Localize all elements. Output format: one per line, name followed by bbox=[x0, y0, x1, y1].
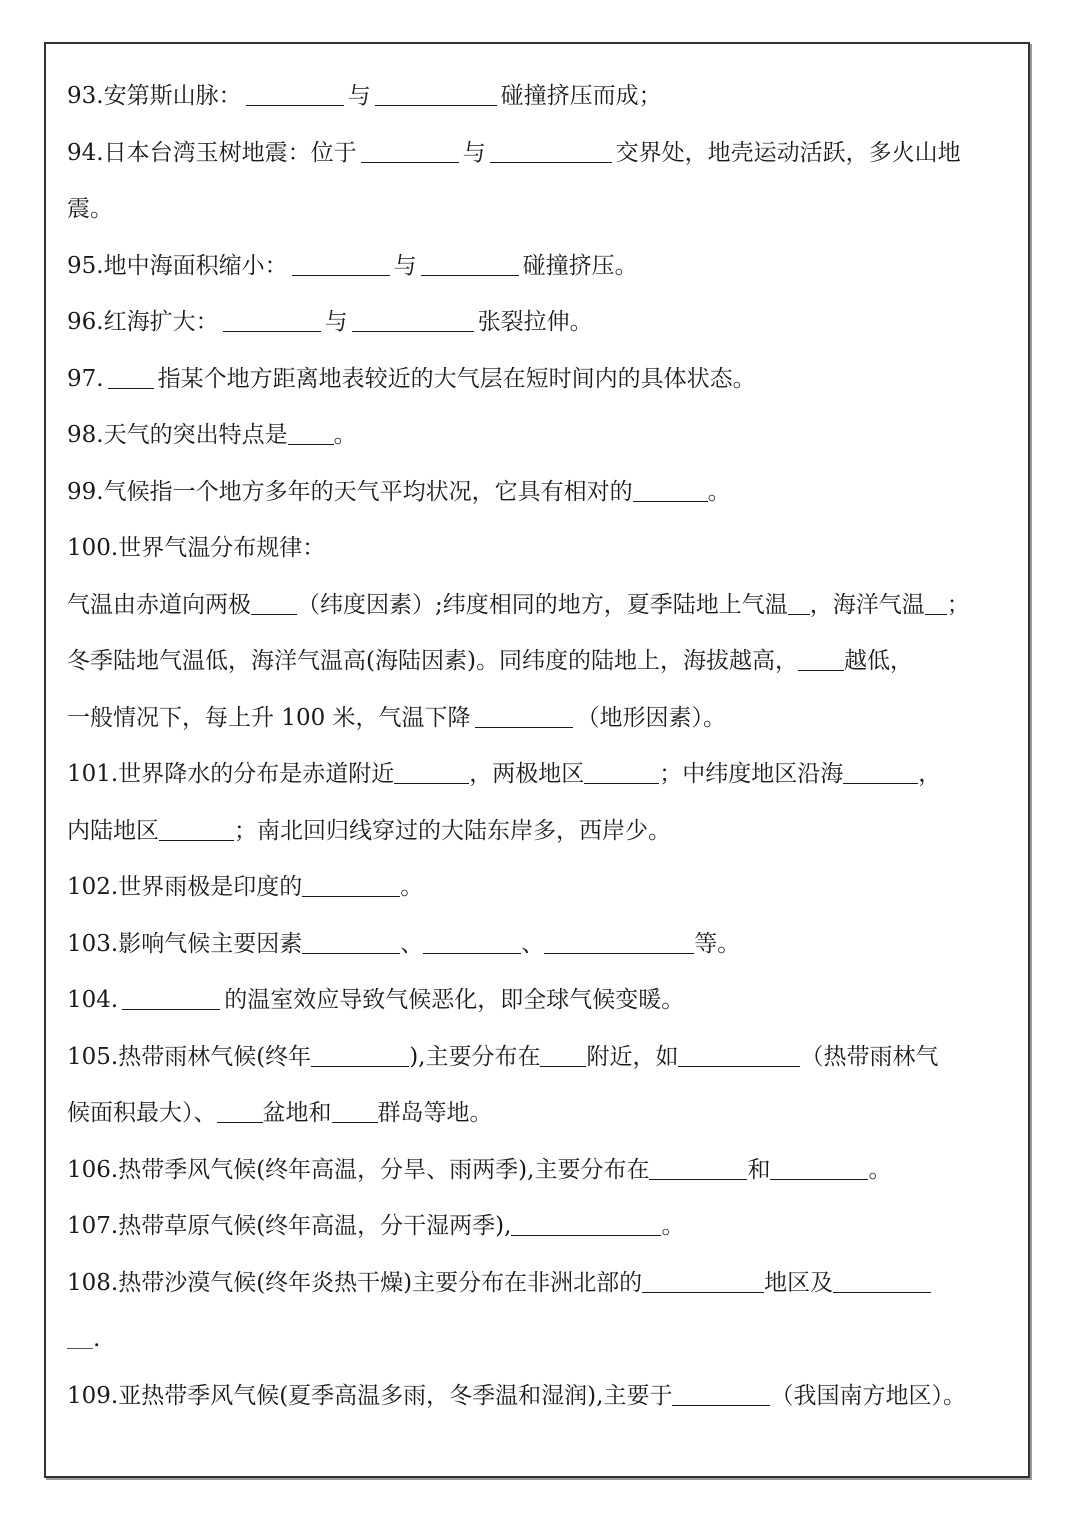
question-text: 。 bbox=[868, 1156, 892, 1183]
question-text: 群岛等地。 bbox=[377, 1100, 493, 1126]
question-text: 气温由赤道向两极 bbox=[67, 591, 251, 618]
answer-blank[interactable] bbox=[833, 1268, 931, 1293]
question-105-continuation bbox=[67, 1085, 1027, 1142]
answer-blank[interactable] bbox=[375, 81, 497, 106]
answer-blank[interactable] bbox=[246, 81, 344, 106]
question-100-line-3 bbox=[67, 690, 1027, 747]
question-text: 。 bbox=[661, 1213, 685, 1239]
question-101-continuation bbox=[67, 803, 1027, 860]
question-text: 附近，如 bbox=[586, 1043, 679, 1070]
question-text: 。 bbox=[400, 874, 424, 900]
question-text: 102.世界雨极是印度的 bbox=[67, 874, 303, 900]
answer-blank[interactable] bbox=[642, 1268, 764, 1293]
question-text: 93.安第斯山脉： bbox=[67, 83, 242, 109]
question-text: （纬度因素）;纬度相同的地方，夏季陆地上气温 bbox=[297, 591, 788, 618]
question-text: 震。 bbox=[67, 196, 113, 222]
question-text: ， bbox=[918, 761, 942, 787]
question-text: ；南北回归线穿过的大陆东岸多，西岸少。 bbox=[234, 817, 671, 844]
answer-blank[interactable] bbox=[633, 477, 708, 502]
question-106 bbox=[67, 1142, 1027, 1199]
answer-blank[interactable] bbox=[122, 985, 220, 1010]
question-93 bbox=[67, 68, 1027, 125]
answer-blank[interactable] bbox=[421, 251, 519, 276]
answer-blank[interactable] bbox=[649, 1155, 747, 1180]
question-text: . bbox=[93, 1326, 101, 1352]
answer-blank[interactable] bbox=[217, 1098, 263, 1123]
question-100-line-1 bbox=[67, 577, 1027, 634]
question-text: 105.热带雨林气候(终年 bbox=[67, 1043, 312, 1070]
question-text: 、 bbox=[521, 930, 545, 957]
question-100-line-2 bbox=[67, 633, 1027, 690]
answer-blank[interactable] bbox=[672, 1381, 770, 1406]
question-text: 与 bbox=[347, 83, 371, 109]
question-104 bbox=[67, 972, 1027, 1029]
question-text: 一般情况下，每上升 100 米，气温下降 bbox=[67, 704, 471, 731]
answer-blank[interactable] bbox=[251, 590, 297, 615]
answer-blank[interactable] bbox=[678, 1042, 800, 1067]
question-text: 与 bbox=[462, 139, 486, 166]
answer-blank[interactable] bbox=[490, 138, 612, 163]
question-text: 。 bbox=[333, 422, 357, 448]
question-text: ； bbox=[946, 591, 970, 618]
question-97 bbox=[67, 351, 1027, 408]
question-text: 96.红海扩大： bbox=[67, 309, 219, 335]
answer-blank[interactable] bbox=[288, 420, 334, 445]
question-text: 94.日本台湾玉树地震：位于 bbox=[67, 139, 357, 166]
answer-blank[interactable] bbox=[540, 1042, 586, 1067]
question-text: 碰撞挤压而成； bbox=[500, 83, 662, 109]
question-text: 盆地和 bbox=[262, 1100, 332, 1126]
question-text: 。 bbox=[707, 478, 731, 505]
answer-blank[interactable] bbox=[159, 816, 234, 841]
question-101 bbox=[67, 746, 1027, 803]
question-text: 100.世界气温分布规律： bbox=[67, 535, 326, 561]
question-text: 越低， bbox=[843, 648, 913, 674]
answer-blank[interactable] bbox=[311, 1042, 409, 1067]
question-text: 的温室效应导致气候恶化，即全球气候变暖。 bbox=[224, 987, 685, 1013]
question-text: 冬季陆地气温低，海洋气温高(海陆因素)。同纬度的陆地上，海拔越高， bbox=[67, 648, 798, 674]
question-text: 108.热带沙漠气候(终年炎热干燥)主要分布在非洲北部的 bbox=[67, 1269, 643, 1296]
question-text: 104. bbox=[67, 987, 119, 1013]
answer-blank[interactable] bbox=[332, 1098, 378, 1123]
question-text: 99.气候指一个地方多年的天气平均状况，它具有相对的 bbox=[67, 478, 633, 505]
answer-blank[interactable] bbox=[302, 872, 400, 897]
answer-blank[interactable] bbox=[352, 307, 474, 332]
question-text: ，两极地区 bbox=[469, 761, 585, 787]
question-94-continuation bbox=[67, 181, 1027, 238]
answer-blank[interactable] bbox=[302, 929, 400, 954]
question-100 bbox=[67, 520, 1027, 577]
answer-blank[interactable] bbox=[108, 364, 154, 389]
question-text: 107.热带草原气候(终年高温，分干湿两季), bbox=[67, 1213, 512, 1239]
question-99 bbox=[67, 464, 1027, 521]
question-text: 109.亚热带季风气候(夏季高温多雨，冬季温和湿润),主要于 bbox=[67, 1382, 673, 1409]
question-text: 指某个地方距离地表较近的大气层在短时间内的具体状态。 bbox=[157, 365, 756, 392]
question-text: 101.世界降水的分布是赤道附近 bbox=[67, 761, 395, 787]
answer-blank[interactable] bbox=[67, 1324, 93, 1349]
question-list bbox=[67, 68, 1027, 1424]
answer-blank[interactable] bbox=[770, 1155, 868, 1180]
question-text: 106.热带季风气候(终年高温，分旱、雨两季),主要分布在 bbox=[67, 1156, 650, 1183]
question-text: 碰撞挤压。 bbox=[522, 252, 638, 279]
question-text: ；中纬度地区沿海 bbox=[659, 761, 844, 787]
answer-blank[interactable] bbox=[361, 138, 459, 163]
question-text: 98.天气的突出特点是 bbox=[67, 422, 288, 448]
question-94 bbox=[67, 125, 1027, 182]
answer-blank[interactable] bbox=[788, 590, 810, 615]
question-108 bbox=[67, 1255, 1027, 1312]
question-text: 与 bbox=[393, 252, 417, 279]
answer-blank[interactable] bbox=[544, 929, 694, 954]
answer-blank[interactable] bbox=[394, 759, 469, 784]
answer-blank[interactable] bbox=[423, 929, 521, 954]
question-98 bbox=[67, 407, 1027, 464]
answer-blank[interactable] bbox=[584, 759, 659, 784]
question-text: ),主要分布在 bbox=[409, 1043, 541, 1070]
question-96 bbox=[67, 294, 1027, 351]
answer-blank[interactable] bbox=[475, 703, 573, 728]
question-109 bbox=[67, 1368, 1027, 1425]
question-text: 103.影响气候主要因素 bbox=[67, 930, 303, 957]
question-text: 地区及 bbox=[764, 1269, 834, 1296]
answer-blank[interactable] bbox=[843, 759, 918, 784]
question-text: （地形因素）。 bbox=[576, 704, 727, 731]
question-105 bbox=[67, 1029, 1027, 1086]
answer-blank[interactable] bbox=[925, 590, 947, 615]
question-text: ，海洋气温 bbox=[809, 591, 925, 618]
question-103 bbox=[67, 916, 1027, 973]
question-text: 、 bbox=[400, 930, 424, 957]
question-text: （我国南方地区）。 bbox=[770, 1382, 966, 1409]
answer-blank[interactable] bbox=[511, 1211, 661, 1236]
question-text: 交界处，地壳运动活跃，多火山地 bbox=[615, 139, 961, 166]
question-text: 候面积最大）、 bbox=[67, 1100, 217, 1126]
question-text: （热带雨林气 bbox=[800, 1043, 939, 1070]
question-108-continuation bbox=[67, 1311, 1027, 1368]
question-text: 与 bbox=[324, 309, 348, 335]
question-text: 95.地中海面积缩小： bbox=[67, 252, 288, 279]
question-text: 和 bbox=[747, 1156, 771, 1183]
answer-blank[interactable] bbox=[798, 646, 844, 671]
question-107 bbox=[67, 1198, 1027, 1255]
answer-blank[interactable] bbox=[223, 307, 321, 332]
question-text: 张裂拉伸。 bbox=[477, 309, 593, 335]
question-102 bbox=[67, 859, 1027, 916]
question-text: 内陆地区 bbox=[67, 817, 159, 844]
answer-blank[interactable] bbox=[292, 251, 390, 276]
question-text: 97. bbox=[67, 365, 104, 392]
question-text: 等。 bbox=[694, 930, 741, 957]
question-95 bbox=[67, 238, 1027, 295]
